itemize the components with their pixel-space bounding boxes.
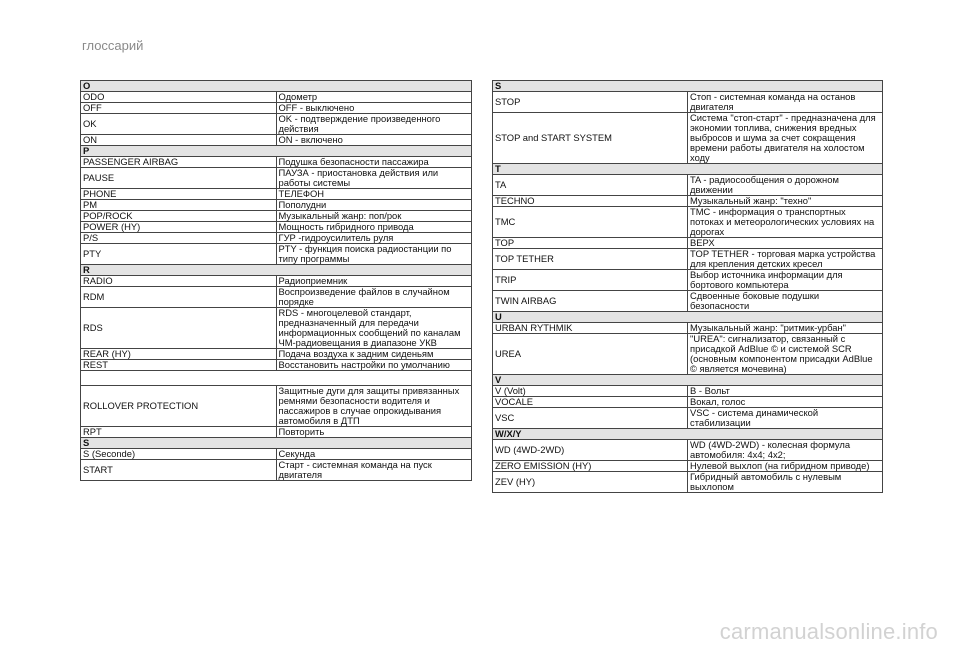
glossary-definition: ON - включено <box>276 135 472 146</box>
glossary-row <box>493 92 883 113</box>
glossary-term: OK <box>81 114 277 135</box>
glossary-row <box>493 196 883 207</box>
section-letter: S <box>81 438 472 449</box>
glossary-row <box>81 460 472 481</box>
glossary-table-left <box>80 80 472 481</box>
glossary-definition: RDS - многоцелевой стандарт, предназначенный для передачи информационных сообщений по каналам ЧМ-радиовещания в диапазоне УКВ <box>276 308 472 349</box>
glossary-definition: ТЕЛЕФОН <box>276 189 472 200</box>
glossary-term: RDM <box>81 287 277 308</box>
glossary-term: TWIN AIRBAG <box>493 291 688 312</box>
glossary-row <box>81 276 472 287</box>
glossary-row <box>81 244 472 265</box>
glossary-definition: Подушка безопасности пассажира <box>276 157 472 168</box>
glossary-term: ZERO EMISSION (HY) <box>493 461 688 472</box>
glossary-definition: "UREA": сигнализатор, связанный с присадкой AdBlue © и системой SCR (основным компонентом присадки AdBlue © является мочевина) <box>688 334 883 375</box>
watermark: carmanualsonline.info <box>719 619 938 644</box>
glossary-definition: ВЕРХ <box>688 238 883 249</box>
section-letter: S <box>493 81 883 92</box>
glossary-row <box>81 92 472 103</box>
section-letter: U <box>493 312 883 323</box>
glossary-definition: Воспроизведение файлов в случайном порядке <box>276 287 472 308</box>
glossary-term: V (Volt) <box>493 386 688 397</box>
glossary-row <box>81 157 472 168</box>
glossary-row <box>493 291 883 312</box>
glossary-term: POWER (HY) <box>81 222 277 233</box>
glossary-term: RDS <box>81 308 277 349</box>
glossary-definition: Система "стоп-старт" - предназначена для экономии топлива, снижения вредных выбросов и шума за счет сокращения времени работы двигателя на холостом ходу <box>688 113 883 164</box>
glossary-term: WD (4WD-2WD) <box>493 440 688 461</box>
glossary-row <box>81 360 472 371</box>
glossary-term: REAR (HY) <box>81 349 277 360</box>
glossary-definition: Радиоприемник <box>276 276 472 287</box>
section-header-row <box>493 81 883 92</box>
glossary-definition: Подача воздуха к задним сиденьям <box>276 349 472 360</box>
section-header-row <box>81 81 472 92</box>
section-header-row <box>493 164 883 175</box>
glossary-definition: Выбор источника информации для бортового компьютера <box>688 270 883 291</box>
glossary-term: TRIP <box>493 270 688 291</box>
glossary-row <box>493 472 883 493</box>
glossary-row <box>493 323 883 334</box>
glossary-term: START <box>81 460 277 481</box>
glossary-row <box>493 270 883 291</box>
glossary-row <box>81 189 472 200</box>
glossary-term: TECHNO <box>493 196 688 207</box>
glossary-row <box>81 287 472 308</box>
glossary-term: STOP <box>493 92 688 113</box>
glossary-term: TA <box>493 175 688 196</box>
glossary-definition: Повторить <box>276 427 472 438</box>
glossary-row <box>493 334 883 375</box>
glossary-term: POP/ROCK <box>81 211 277 222</box>
glossary-term: RADIO <box>81 276 277 287</box>
section-header-row <box>493 312 883 323</box>
glossary-definition: TA - радиосообщения о дорожном движении <box>688 175 883 196</box>
glossary-definition: Восстановить настройки по умолчанию <box>276 360 472 371</box>
glossary-definition: PTY - функция поиска радиостанции по типу программы <box>276 244 472 265</box>
glossary-term: OFF <box>81 103 277 114</box>
glossary-row <box>81 211 472 222</box>
glossary-row <box>81 233 472 244</box>
glossary-definition: Одометр <box>276 92 472 103</box>
glossary-row <box>81 449 472 460</box>
glossary-definition: Вокал, голос <box>688 397 883 408</box>
glossary-definition: Мощность гибридного привода <box>276 222 472 233</box>
glossary-definition: Защитные дуги для защиты привязанных ремнями безопасности водителя и пассажиров в случае опрокидывания автомобиля в ДТП <box>276 386 472 427</box>
glossary-term: VSC <box>493 408 688 429</box>
glossary-term: P/S <box>81 233 277 244</box>
section-letter: V <box>493 375 883 386</box>
glossary-definition: VSC - система динамической стабилизации <box>688 408 883 429</box>
section-letter: W/X/Y <box>493 429 883 440</box>
glossary-term: PASSENGER AIRBAG <box>81 157 277 168</box>
glossary-definition: Старт - системная команда на пуск двигателя <box>276 460 472 481</box>
glossary-definition: Стоп - системная команда на останов двигателя <box>688 92 883 113</box>
glossary-term: ODO <box>81 92 277 103</box>
glossary-row <box>493 408 883 429</box>
glossary-row <box>81 222 472 233</box>
glossary-definition: WD (4WD-2WD) - колесная формула автомобиля: 4x4; 4x2; <box>688 440 883 461</box>
section-header-row <box>81 438 472 449</box>
glossary-row <box>81 114 472 135</box>
glossary-row <box>493 386 883 397</box>
glossary-term: ZEV (HY) <box>493 472 688 493</box>
glossary-row <box>81 386 472 427</box>
glossary-term: TOP <box>493 238 688 249</box>
glossary-term: PAUSE <box>81 168 277 189</box>
glossary-term: ON <box>81 135 277 146</box>
blank-cell <box>81 371 472 386</box>
glossary-term: STOP and START SYSTEM <box>493 113 688 164</box>
glossary-term: PHONE <box>81 189 277 200</box>
glossary-term: VOCALE <box>493 397 688 408</box>
glossary-term: RPT <box>81 427 277 438</box>
glossary-definition: TMC - информация о транспортных потоках и метеорологических условиях на дорогах <box>688 207 883 238</box>
page-title: глоссарий <box>82 38 144 53</box>
glossary-definition: OK - подтверждение произведенного действия <box>276 114 472 135</box>
section-header-row <box>493 429 883 440</box>
glossary-term: UREA <box>493 334 688 375</box>
glossary-definition: Музыкальный жанр: поп/рок <box>276 211 472 222</box>
section-header-row <box>81 265 472 276</box>
glossary-row <box>81 427 472 438</box>
glossary-row <box>493 175 883 196</box>
glossary-term: TMC <box>493 207 688 238</box>
glossary-definition: Нулевой выхлоп (на гибридном приводе) <box>688 461 883 472</box>
glossary-definition: Музыкальный жанр: "ритмик-урбан" <box>688 323 883 334</box>
glossary-term: URBAN RYTHMIK <box>493 323 688 334</box>
glossary-row <box>493 207 883 238</box>
section-header-row <box>493 375 883 386</box>
glossary-term: REST <box>81 360 277 371</box>
glossary-definition: Пополудни <box>276 200 472 211</box>
glossary-row <box>493 440 883 461</box>
section-letter: T <box>493 164 883 175</box>
glossary-row <box>81 135 472 146</box>
section-letter: R <box>81 265 472 276</box>
glossary-row <box>493 238 883 249</box>
glossary-definition: Музыкальный жанр: "техно" <box>688 196 883 207</box>
glossary-definition: OFF - выключено <box>276 103 472 114</box>
glossary-row <box>493 461 883 472</box>
glossary-term: S (Seconde) <box>81 449 277 460</box>
glossary-row <box>81 168 472 189</box>
glossary-definition: Секунда <box>276 449 472 460</box>
glossary-row <box>81 200 472 211</box>
glossary-term: ROLLOVER PROTECTION <box>81 386 277 427</box>
glossary-definition: TOP TETHER - торговая марка устройства для крепления детских кресел <box>688 249 883 270</box>
section-letter: O <box>81 81 472 92</box>
glossary-term: TOP TETHER <box>493 249 688 270</box>
glossary-row <box>493 113 883 164</box>
blank-row <box>81 371 472 386</box>
section-header-row <box>81 146 472 157</box>
glossary-definition: В - Вольт <box>688 386 883 397</box>
glossary-term: PM <box>81 200 277 211</box>
glossary-definition: Гибридный автомобиль с нулевым выхлопом <box>688 472 883 493</box>
glossary-row <box>81 103 472 114</box>
section-letter: P <box>81 146 472 157</box>
glossary-row <box>493 249 883 270</box>
glossary-row <box>493 397 883 408</box>
glossary-row <box>81 308 472 349</box>
glossary-table-right <box>492 80 883 493</box>
glossary-row <box>81 349 472 360</box>
glossary-definition: ГУР -гидроусилитель руля <box>276 233 472 244</box>
glossary-term: PTY <box>81 244 277 265</box>
glossary-definition: Сдвоенные боковые подушки безопасности <box>688 291 883 312</box>
glossary-definition: ПАУЗА - приостановка действия или работы системы <box>276 168 472 189</box>
